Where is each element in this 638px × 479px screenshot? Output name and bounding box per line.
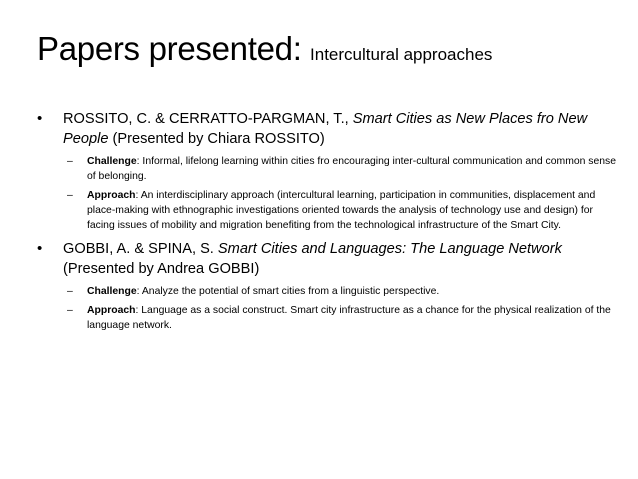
dash-icon: – — [67, 190, 73, 201]
dash-icon: – — [67, 305, 73, 316]
sub-bullet-text: : Informal, lifelong learning within cities fro encouraging inter-cultural communication and common sense of belonging. — [87, 156, 617, 182]
bullet-item — [37, 239, 617, 333]
title-main: Papers presented: — [37, 30, 302, 67]
sub-bullet-key: Approach — [87, 305, 136, 316]
sub-bullet-item — [63, 154, 617, 184]
dash-icon: – — [67, 156, 73, 167]
sub-bullet-key: Challenge — [87, 156, 137, 167]
sub-bullet-key: Challenge — [87, 286, 137, 297]
bullet-list — [37, 109, 617, 339]
sub-bullet-item — [63, 303, 617, 333]
paper-presenter: (Presented by Andrea GOBBI) — [63, 261, 260, 277]
sub-bullet-item — [63, 284, 617, 299]
paper-authors: ROSSITO, C. & CERRATTO-PARGMAN, T., — [63, 111, 353, 127]
paper-title: Smart Cities and Languages: The Language Network — [217, 241, 562, 257]
sub-bullet-key: Approach — [87, 190, 136, 201]
sub-bullet-text: : Analyze the potential of smart cities from a linguistic perspective. — [136, 286, 440, 297]
paper-authors: GOBBI, A. & SPINA, S. — [63, 241, 218, 257]
bullet-text — [63, 109, 617, 149]
sub-bullet-text: : Language as a social construct. Smart city infrastructure as a chance for the physical realization of the language network. — [87, 305, 611, 331]
sub-bullet-list — [63, 154, 617, 233]
paper-title: Smart Cities as New Places fro New People — [63, 111, 588, 147]
sub-bullet-text: : An interdisciplinary approach (intercultural learning, participation in communities, displacement and place-making with ethnographic investigations oriented towards the analysis of technology use and design) for facing issues of mobility and migration benefiting from the technological infrastructure of the Smart City. — [87, 190, 596, 231]
bullet-text — [63, 239, 617, 279]
bullet-item — [37, 109, 617, 233]
sub-bullet-list — [63, 284, 617, 333]
bullet-icon: • — [37, 240, 43, 257]
paper-presenter: (Presented by Chiara ROSSITO) — [108, 131, 325, 147]
sub-bullet-item — [63, 188, 617, 233]
title-subtitle: Intercultural approaches — [310, 45, 493, 64]
bullet-icon: • — [37, 110, 43, 127]
slide-title — [37, 30, 492, 68]
dash-icon: – — [67, 286, 73, 297]
